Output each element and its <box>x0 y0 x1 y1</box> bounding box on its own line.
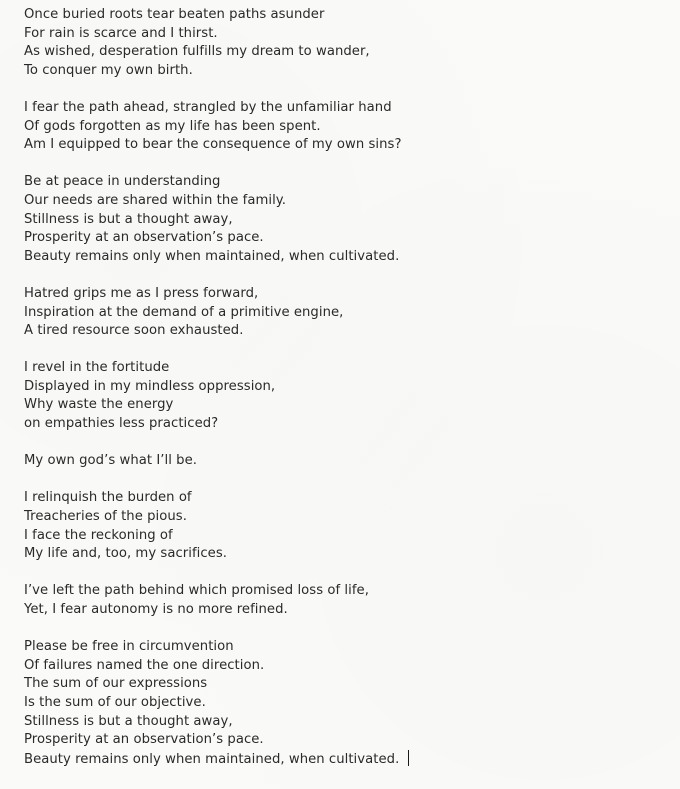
poem-line-last-text: Beauty remains only when maintained, when cultivated. <box>24 751 400 767</box>
poem-line: Of failures named the one direction. <box>24 657 265 673</box>
poem-line: A tired resource soon exhausted. <box>24 323 244 339</box>
stanza-5 <box>24 359 680 433</box>
poem-line: Am I equipped to bear the consequence of my own sins? <box>24 137 402 153</box>
poem-line: Beauty remains only when maintained, when cultivated. <box>24 248 400 264</box>
stanza-9 <box>24 638 680 768</box>
stanza-3 <box>24 173 680 266</box>
poem-line: Displayed in my mindless oppression, <box>24 378 276 394</box>
poem-line: Inspiration at the demand of a primitive engine, <box>24 304 344 320</box>
stanza-4 <box>24 285 680 341</box>
poem-line: The sum of our expressions <box>24 676 208 692</box>
poem-line: on empathies less practiced? <box>24 416 219 432</box>
poem-line: Hatred grips me as I press forward, <box>24 285 259 301</box>
poem-line: Our needs are shared within the family. <box>24 192 286 208</box>
poem-line: To conquer my own birth. <box>24 62 193 78</box>
poem-line: Be at peace in understanding <box>24 174 221 190</box>
poem-line: Stillness is but a thought away, <box>24 211 233 227</box>
poem-line: Is the sum of our objective. <box>24 694 206 710</box>
stanza-2 <box>24 99 680 155</box>
poem-line: My own god’s what I’ll be. <box>24 453 198 469</box>
stanza-1 <box>24 6 680 80</box>
stanza-8 <box>24 582 680 619</box>
poem-line: Prosperity at an observation’s pace. <box>24 732 264 748</box>
poem-line: I relinquish the burden of <box>24 490 192 506</box>
poem-line: As wished, desperation fulfills my dream to wander, <box>24 44 370 60</box>
poem-line: My life and, too, my sacrifices. <box>24 546 227 562</box>
poem-body[interactable] <box>24 6 680 768</box>
poem-line: For rain is scarce and I thirst. <box>24 25 218 41</box>
poem-line: Treacheries of the pious. <box>24 509 187 525</box>
poem-line: I revel in the fortitude <box>24 360 170 376</box>
poem-line: I’ve left the path behind which promised loss of life, <box>24 583 369 599</box>
poem-line: I face the reckoning of <box>24 527 173 543</box>
poem-line: Prosperity at an observation’s pace. <box>24 230 264 246</box>
poem-line: Once buried roots tear beaten paths asunder <box>24 7 325 22</box>
poem-line: Of gods forgotten as my life has been spent. <box>24 118 321 134</box>
stanza-6 <box>24 452 680 471</box>
poem-line: Why waste the energy <box>24 397 174 413</box>
poem-line-last <box>24 750 680 769</box>
stanza-7 <box>24 489 680 563</box>
poem-line: I fear the path ahead, strangled by the unfamiliar hand <box>24 99 392 115</box>
poem-line: Stillness is but a thought away, <box>24 713 233 729</box>
poem-line: Please be free in circumvention <box>24 639 234 655</box>
poem-line: Yet, I fear autonomy is no more refined. <box>24 602 288 617</box>
text-cursor <box>408 750 409 766</box>
